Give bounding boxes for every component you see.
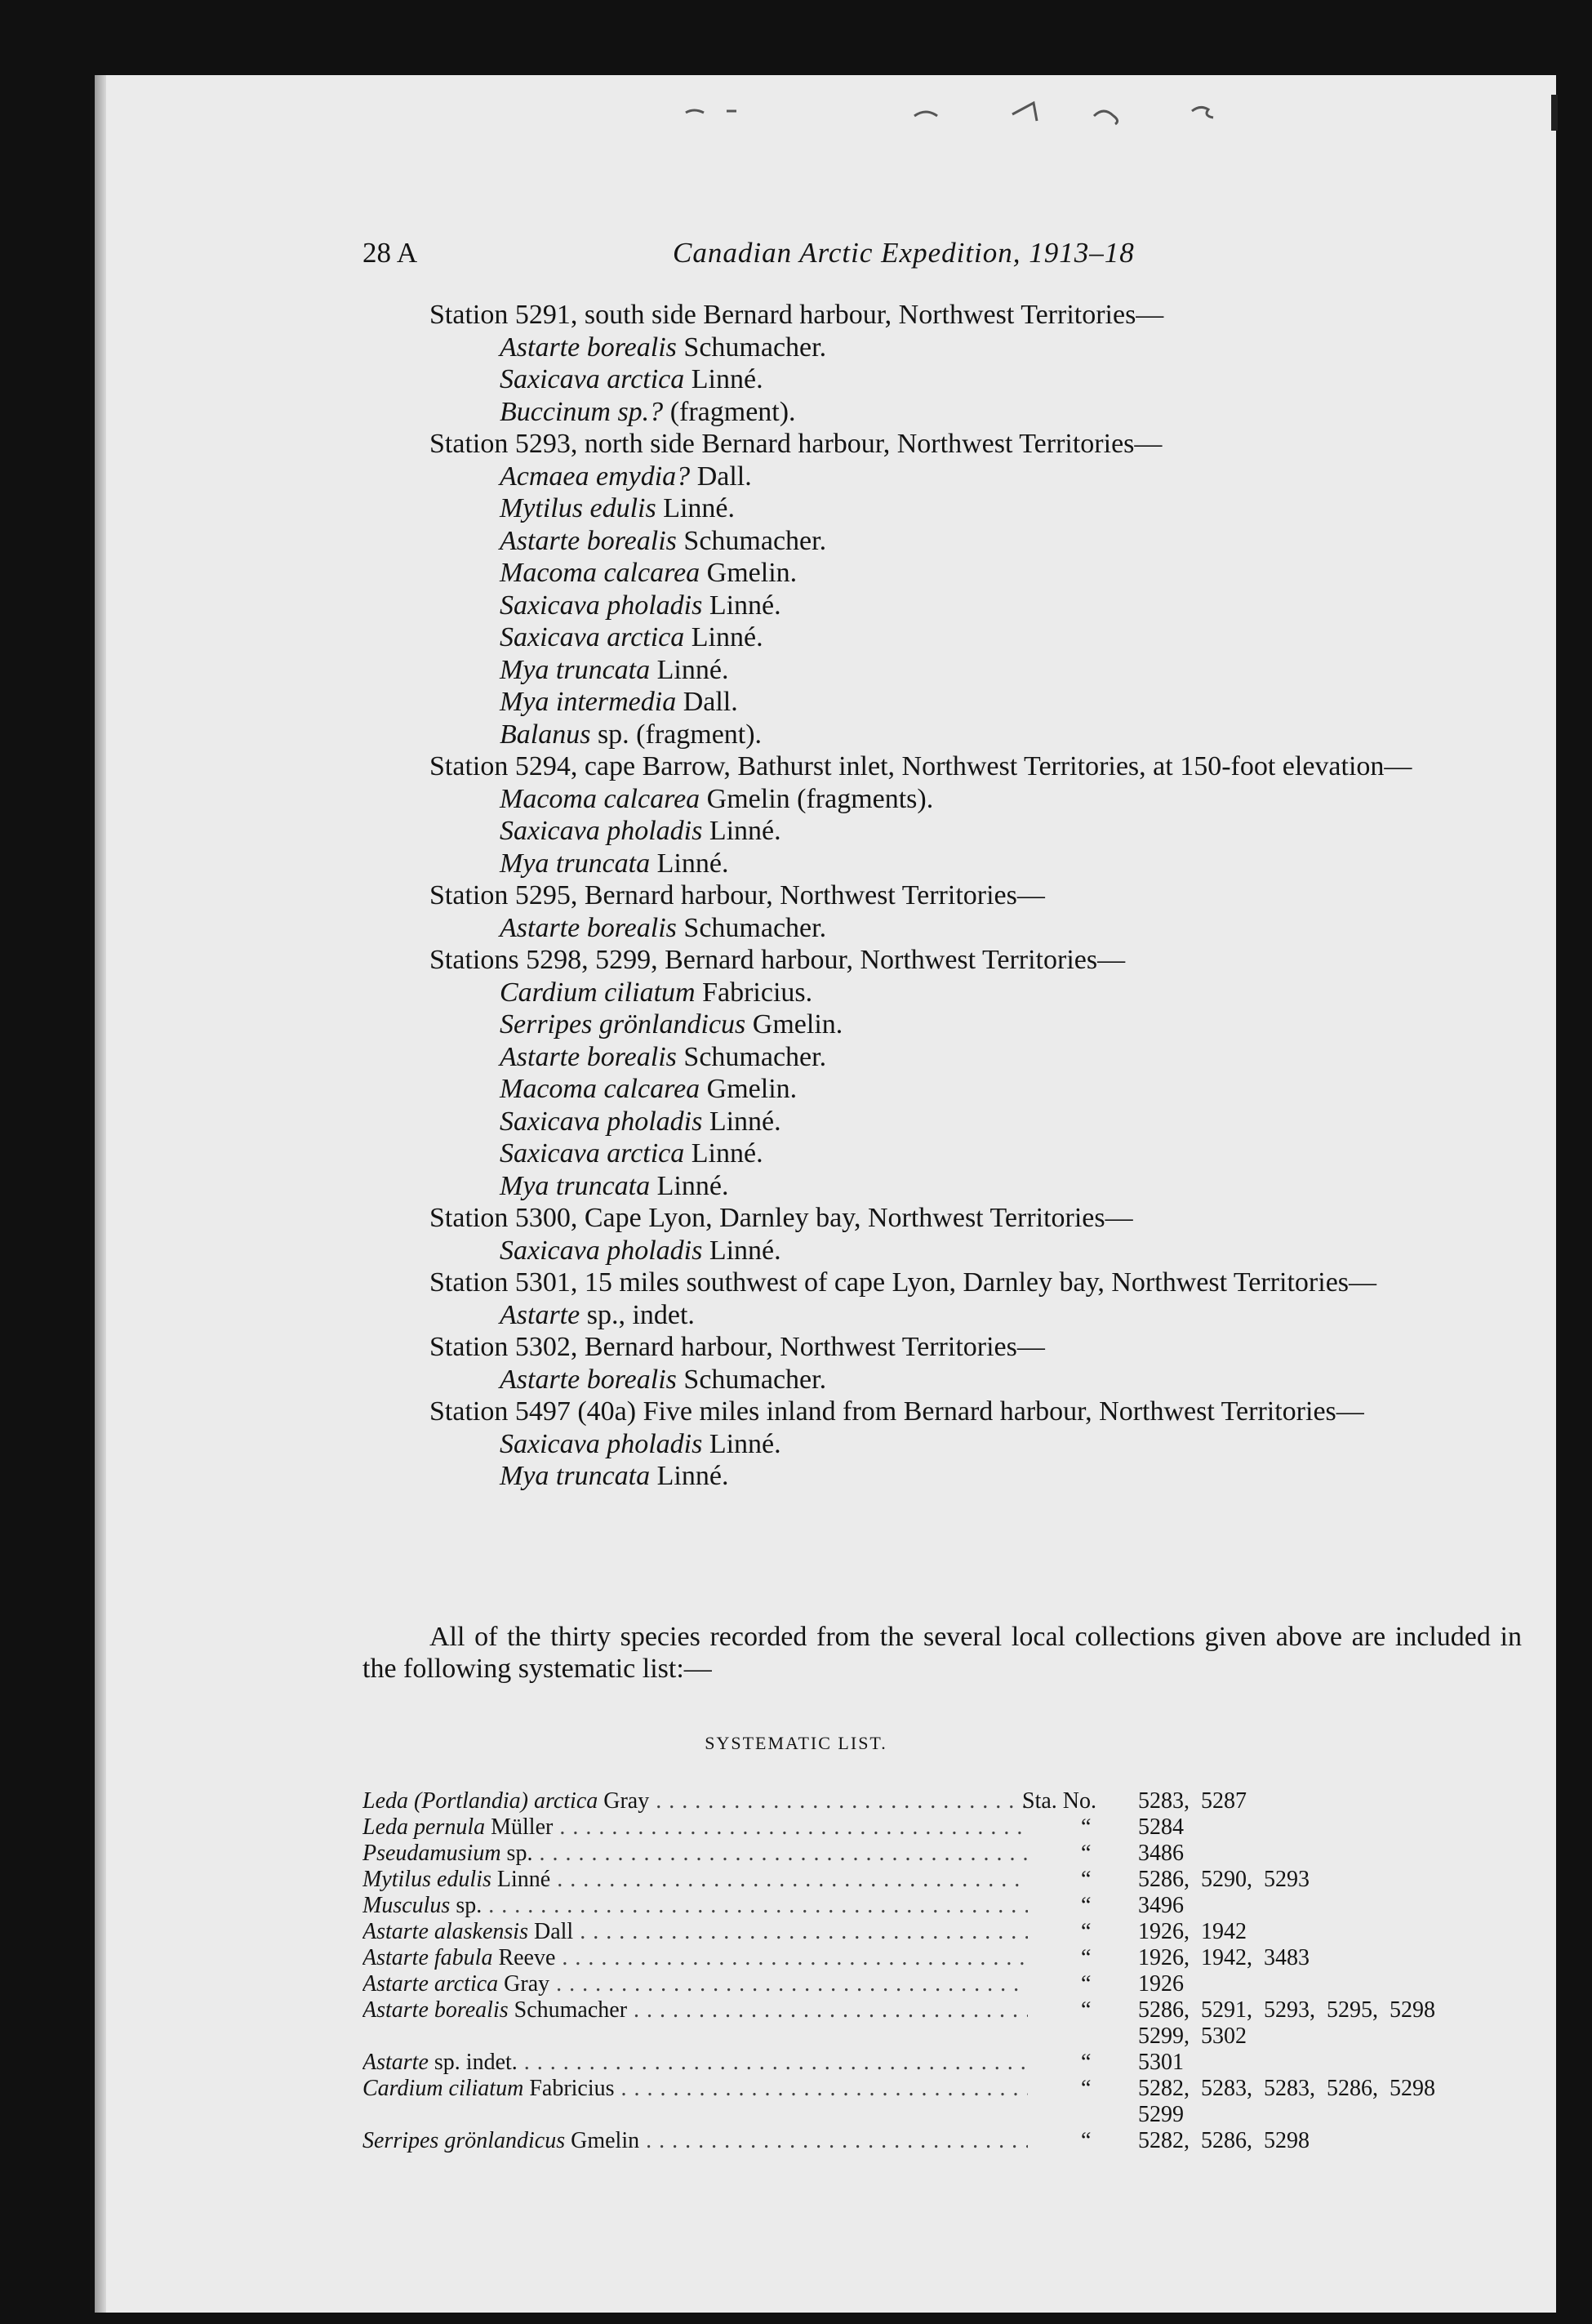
station-heading: Station 5294, cape Barrow, Bathurst inlet, Northwest Territories, at 150-foot elevation— xyxy=(429,751,1412,781)
species-authority: Dall. xyxy=(676,687,738,717)
species-line xyxy=(429,1428,1528,1461)
ditto-mark: “ xyxy=(1081,2128,1092,2153)
station-heading: Stations 5298, 5299, Bernard harbour, Northwest Territories— xyxy=(429,945,1126,975)
taxon-name: Pseudamusium xyxy=(362,1841,501,1866)
summary-paragraph: All of the thirty species recorded from the several local collections given above are included in the following systematic list:— xyxy=(362,1622,1522,1684)
taxon-name: Cardium ciliatum xyxy=(362,2076,524,2101)
species-line xyxy=(429,719,1528,751)
species-line xyxy=(429,1073,1528,1106)
species-authority: Linné. xyxy=(702,1235,781,1266)
ditto-mark: “ xyxy=(1081,1919,1092,1944)
species-line xyxy=(429,1008,1528,1041)
systematic-list-row xyxy=(362,1919,1525,1945)
species-line xyxy=(429,1138,1528,1170)
species-line xyxy=(429,1170,1528,1203)
station-entry xyxy=(429,879,1528,944)
taxon-name: Astarte fabula xyxy=(362,1945,493,1970)
taxon-authority: Dall xyxy=(528,1919,574,1944)
station-heading: Station 5497 (40a) Five miles inland from Bernard harbour, Northwest Territories— xyxy=(429,1396,1364,1427)
running-title: Canadian Arctic Expedition, 1913–18 xyxy=(673,237,1135,269)
species-name: Astarte borealis xyxy=(500,1364,677,1395)
taxon-name: Mytilus edulis xyxy=(362,1867,491,1892)
station-numbers: 5286, 5290, 5293 xyxy=(1138,1867,1310,1892)
taxon-cell xyxy=(362,1867,1028,1893)
species-line xyxy=(429,621,1528,654)
ditto-mark: “ xyxy=(1081,1971,1092,1997)
ditto-mark: “ xyxy=(1081,1997,1092,2023)
station-entry xyxy=(429,1202,1528,1267)
species-line xyxy=(429,590,1528,622)
species-line xyxy=(429,848,1528,880)
station-entry xyxy=(429,1267,1528,1331)
systematic-list-row xyxy=(362,1945,1525,1971)
species-line xyxy=(429,332,1528,364)
taxon-name: Musculus xyxy=(362,1893,451,1918)
species-name: Macoma calcarea xyxy=(500,558,700,588)
station-numbers: 3496 xyxy=(1138,1893,1184,1918)
systematic-list-row xyxy=(362,1814,1525,1841)
station-heading: Station 5302, Bernard harbour, Northwest Territories— xyxy=(429,1332,1045,1362)
systematic-list-row xyxy=(362,1997,1525,2050)
species-line xyxy=(429,912,1528,945)
species-authority: Linné. xyxy=(650,848,729,879)
ditto-mark: “ xyxy=(1081,2076,1092,2101)
station-entry xyxy=(429,428,1528,750)
taxon-cell xyxy=(362,1788,1028,1814)
station-numbers: 5283, 5287 xyxy=(1138,1788,1247,1814)
station-heading: Station 5301, 15 miles southwest of cape Lyon, Darnley bay, Northwest Territories— xyxy=(429,1267,1377,1298)
species-name: Saxicava pholadis xyxy=(500,590,703,621)
taxon-name: Leda pernula xyxy=(362,1814,486,1840)
systematic-list-row xyxy=(362,1867,1525,1893)
systematic-list-row xyxy=(362,1971,1525,1997)
species-name: Saxicava arctica xyxy=(500,1138,685,1169)
species-authority: (fragment). xyxy=(663,396,796,427)
station-numbers: 3486 xyxy=(1138,1841,1184,1866)
species-line xyxy=(429,654,1528,687)
page-header xyxy=(362,237,1522,278)
species-name: Mya truncata xyxy=(500,654,651,685)
species-line xyxy=(429,461,1528,493)
taxon-authority: Schumacher xyxy=(508,1997,628,2023)
taxon-authority: Müller xyxy=(485,1814,554,1840)
species-name: Astarte borealis xyxy=(500,912,677,943)
ditto-mark: “ xyxy=(1081,1841,1092,1866)
species-name: Mya intermedia xyxy=(500,687,677,717)
systematic-list-row xyxy=(362,1841,1525,1867)
species-name: Acmaea emydia? xyxy=(500,461,691,492)
species-name: Macoma calcarea xyxy=(500,783,700,814)
species-authority: Linné. xyxy=(702,1106,781,1137)
species-authority: Schumacher. xyxy=(676,912,827,943)
species-line xyxy=(429,1041,1528,1074)
station-entry xyxy=(429,750,1528,879)
taxon-authority: Reeve xyxy=(492,1945,556,1970)
taxon-cell xyxy=(362,2076,1028,2102)
species-name: Saxicava pholadis xyxy=(500,1428,703,1459)
taxon-cell xyxy=(362,1814,1028,1841)
station-heading: Station 5295, Bernard harbour, Northwest Territories— xyxy=(429,880,1045,910)
page-binding-edge xyxy=(95,75,106,2313)
species-name: Mya truncata xyxy=(500,1170,651,1201)
taxon-cell xyxy=(362,1893,1028,1919)
species-line xyxy=(429,1106,1528,1138)
species-line xyxy=(429,1299,1528,1332)
species-authority: Linné. xyxy=(702,590,781,621)
species-line xyxy=(429,815,1528,848)
systematic-list-table xyxy=(362,1788,1525,2154)
station-entry xyxy=(429,1331,1528,1396)
taxon-name: Astarte borealis xyxy=(362,1997,509,2023)
scan-edge-mark xyxy=(1551,95,1558,131)
taxon-cell xyxy=(362,2128,1028,2154)
taxon-cell xyxy=(362,1919,1028,1945)
taxon-name: Astarte arctica xyxy=(362,1971,499,1997)
taxon-cell xyxy=(362,2050,1028,2076)
station-numbers: 5282, 5286, 5298 xyxy=(1138,2128,1310,2153)
taxon-cell xyxy=(362,1945,1028,1971)
station-prefix: Sta. No. xyxy=(1022,1788,1096,1814)
species-authority: Gmelin. xyxy=(700,558,798,588)
ditto-mark: “ xyxy=(1081,2050,1092,2075)
species-authority: Linné. xyxy=(650,1170,729,1201)
station-entry xyxy=(429,1396,1528,1493)
species-name: Saxicava arctica xyxy=(500,622,685,652)
ditto-mark: “ xyxy=(1081,1893,1092,1918)
species-name: Saxicava pholadis xyxy=(500,816,703,846)
species-authority: Fabricius. xyxy=(695,977,813,1008)
species-name: Saxicava pholadis xyxy=(500,1235,703,1266)
station-numbers: 5301 xyxy=(1138,2050,1184,2075)
station-entry xyxy=(429,299,1528,428)
station-heading: Station 5300, Cape Lyon, Darnley bay, Northwest Territories— xyxy=(429,1203,1133,1233)
species-authority: Schumacher. xyxy=(676,1041,827,1072)
species-authority: sp., indet. xyxy=(580,1299,695,1330)
station-numbers: 1926, 1942, 3483 xyxy=(1138,1945,1310,1970)
species-authority: Linné. xyxy=(650,654,729,685)
taxon-authority: Fabricius xyxy=(523,2076,615,2101)
species-line xyxy=(429,492,1528,525)
page-number: 28 A xyxy=(362,237,418,269)
ditto-mark: “ xyxy=(1081,1814,1092,1840)
species-authority: Linné. xyxy=(702,1428,781,1459)
species-name: Macoma calcarea xyxy=(500,1074,700,1104)
species-authority: Schumacher. xyxy=(676,332,827,363)
species-authority: Schumacher. xyxy=(676,525,827,556)
station-entry xyxy=(429,944,1528,1202)
taxon-authority: sp. xyxy=(450,1893,482,1918)
species-authority: Linné. xyxy=(684,364,763,394)
species-authority: Linné. xyxy=(702,816,781,846)
species-authority: Schumacher. xyxy=(676,1364,827,1395)
taxon-authority: Gray xyxy=(498,1971,550,1997)
species-name: Astarte xyxy=(500,1299,580,1330)
species-authority: Linné. xyxy=(684,622,763,652)
taxon-cell xyxy=(362,1971,1028,1997)
taxon-name: Serripes grönlandicus xyxy=(362,2128,566,2153)
station-numbers: 1926, 1942 xyxy=(1138,1919,1247,1944)
species-line xyxy=(429,557,1528,590)
species-name: Buccinum sp.? xyxy=(500,396,664,427)
species-line xyxy=(429,686,1528,719)
systematic-list-row xyxy=(362,2128,1525,2154)
taxon-name: Astarte xyxy=(362,2050,429,2075)
taxon-cell xyxy=(362,1997,1028,2023)
species-name: Saxicava arctica xyxy=(500,364,685,394)
species-name: Mytilus edulis xyxy=(500,493,656,523)
station-heading: Station 5293, north side Bernard harbour, Northwest Territories— xyxy=(429,429,1163,459)
taxon-authority: sp. xyxy=(500,1841,533,1866)
taxon-authority: Gmelin xyxy=(565,2128,640,2153)
taxon-authority: Linné xyxy=(491,1867,551,1892)
species-line xyxy=(429,396,1528,429)
station-numbers: 1926 xyxy=(1138,1971,1184,1997)
species-authority: Linné. xyxy=(684,1138,763,1169)
taxon-name: Leda (Portlandia) arctica xyxy=(362,1788,598,1814)
station-heading: Station 5291, south side Bernard harbour, Northwest Territories— xyxy=(429,300,1164,330)
species-name: Mya truncata xyxy=(500,1461,651,1491)
ditto-mark: “ xyxy=(1081,1867,1092,1892)
systematic-list-heading: SYSTEMATIC LIST. xyxy=(705,1733,887,1753)
taxon-name: Astarte alaskensis xyxy=(362,1919,528,1944)
systematic-list-row xyxy=(362,2076,1525,2128)
species-name: Balanus xyxy=(500,719,591,750)
station-numbers: 5284 xyxy=(1138,1814,1184,1840)
species-line xyxy=(429,1364,1528,1396)
systematic-list-row xyxy=(362,1893,1525,1919)
ditto-mark: “ xyxy=(1081,1945,1092,1970)
species-line xyxy=(429,1235,1528,1267)
systematic-list-row xyxy=(362,2050,1525,2076)
species-name: Astarte borealis xyxy=(500,525,677,556)
handwritten-pencil-marks xyxy=(669,91,1323,127)
species-authority: Dall. xyxy=(690,461,752,492)
station-numbers: 5286, 5291, 5293, 5295, 5298 5299, 5302 xyxy=(1138,1997,1435,2049)
systematic-list-row xyxy=(362,1788,1525,1814)
station-entries xyxy=(429,299,1528,1493)
species-name: Cardium ciliatum xyxy=(500,977,696,1008)
species-line xyxy=(429,1460,1528,1493)
species-authority: Linné. xyxy=(650,1461,729,1491)
species-line xyxy=(429,525,1528,558)
species-name: Saxicava pholadis xyxy=(500,1106,703,1137)
taxon-cell xyxy=(362,1841,1028,1867)
species-line xyxy=(429,363,1528,396)
species-authority: sp. (fragment). xyxy=(590,719,763,750)
species-name: Astarte borealis xyxy=(500,332,677,363)
taxon-authority: sp. indet. xyxy=(428,2050,518,2075)
station-numbers: 5282, 5283, 5283, 5286, 5298 5299 xyxy=(1138,2076,1435,2127)
species-authority: Linné. xyxy=(656,493,736,523)
species-authority: Gmelin. xyxy=(745,1009,843,1040)
species-authority: Gmelin (fragments). xyxy=(700,783,934,814)
species-name: Serripes grönlandicus xyxy=(500,1009,746,1040)
species-line xyxy=(429,783,1528,816)
taxon-authority: Gray xyxy=(598,1788,650,1814)
species-name: Astarte borealis xyxy=(500,1041,677,1072)
species-authority: Gmelin. xyxy=(700,1074,798,1104)
species-line xyxy=(429,977,1528,1009)
species-name: Mya truncata xyxy=(500,848,651,879)
